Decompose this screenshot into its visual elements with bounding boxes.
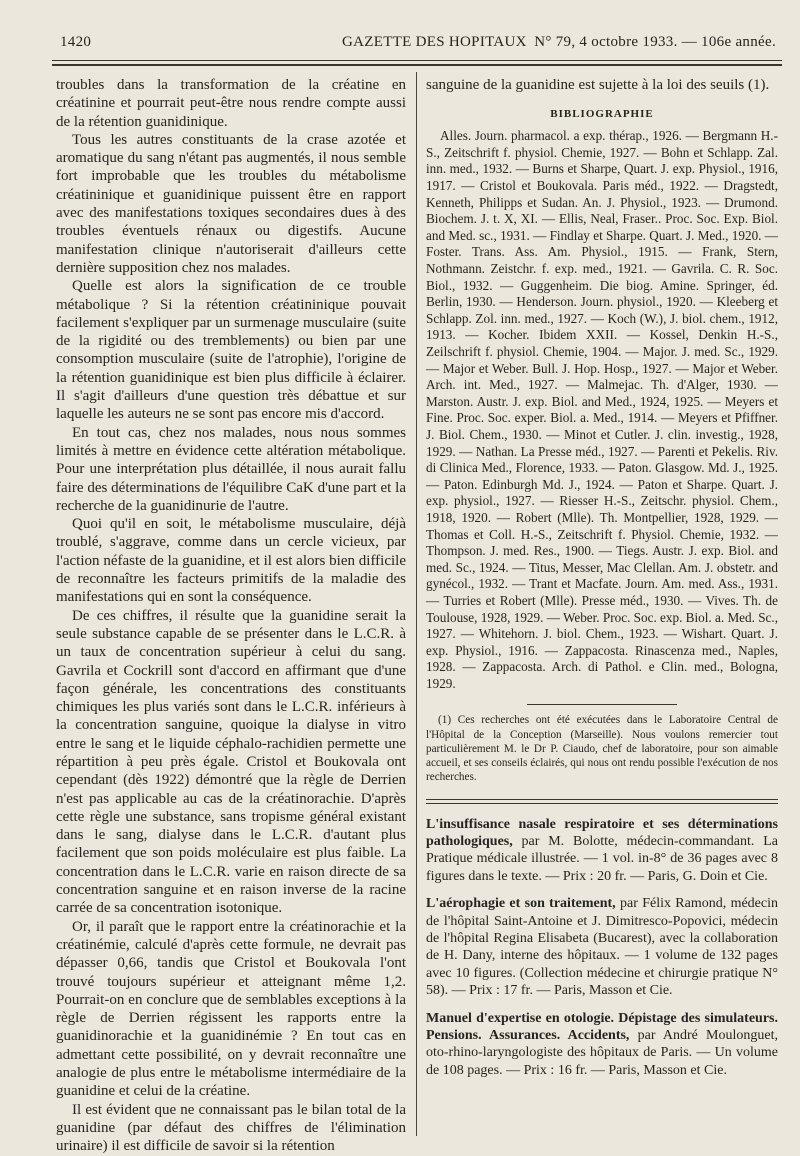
paragraph: sanguine de la guanidine est sujette à la loi des seuils (1). — [426, 77, 770, 93]
column-divider — [416, 72, 417, 1136]
left-column — [56, 76, 406, 1156]
paragraph: Quelle est alors la signification de ce trouble métabolique ? Si la rétention créatininique pouvait facilement s'expliquer par un surmenage musculaire (suite de la rigidité ou des tremblements) ou bien par une consomption musculaire (suite de l'atrophie), l'origine de la rétention guanidinique est bien plus difficile à éclairer. Il s'agit d'ailleurs d'une question très débattue et sur laquelle les auteurs ne se sont pas encore mis d'accord. — [56, 278, 406, 423]
right-column — [426, 76, 778, 1089]
footnote-rule — [527, 704, 677, 705]
review-title: L'insuffisance nasale respiratoire et ses déterminations pathologiques, — [426, 816, 778, 849]
paragraph: Tous les autres constituants de la crase azotée et aromatique du sang n'étant pas augmentés, il nous semble fort improbable que les troubles du métabolisme créatininique et guanidinique puissent être en rapport avec des manifestations toxiques secondaires dues à des troubles éventuels rénaux ou digestifs. Aucune manifestation clinique n'autoriserait d'ailleurs cette dernière supposition chez nos malades. — [56, 131, 406, 276]
paragraph: Or, il paraît que le rapport entre la créatinorachie et la créatinémie, calculé d'après cette formule, ne devrait pas dépasser 0,66, tandis que Cristol et Boukovala l'ont trouvé toujours supérieur et atteignant même 1,2. Pourrait-on en conclure que de semblables exceptions à la règle de Derrien régissent les rapports entre la guanidinorachie et la guanidinémie ? En tout cas en admettant cette possibilité, on y devrait reconnaître une analogie de plus entre le métabolisme intermédiaire de la guanidine et celui de la créatine. — [56, 918, 406, 1100]
review-body: par Félix Ramond, médecin de l'hôpital Saint-Antoine et J. Dimitresco-Popovici, médecin de l'hôpital Regina Elisabeta (Bucarest), avec la collaboration de H. Dany, interne des hôpitaux. — 1 volume de 132 pages avec 10 figures. (Collection médecine et chirurgie pratique N° 58). — Prix : 17 fr. — Paris, Masson et Cie. — [426, 896, 778, 999]
review-body: par André Moulonguet, oto-rhino-laryngologiste des hôpitaux de Paris. — Un volume de 108 pages. — Prix : 16 fr. — Paris, Masson et Cie. — [426, 1027, 779, 1078]
review-body: par M. Bolotte, médecin-commandant. La Pratique médicale illustrée. — 1 vol. in-8° de 36 pages avec 8 figures dans le texte. — Prix : 20 fr. — Paris, G. Doin et Cie. — [426, 833, 778, 884]
journal-title: GAZETTE DES HOPITAUX — [342, 34, 527, 50]
page-number: 1420 — [60, 34, 92, 50]
paragraph: Il est évident que ne connaissant pas le bilan total de la guanidine (par défaut des chiffres de l'élimination urinaire) il est difficile de savoir si la rétention — [56, 1101, 406, 1155]
book-review — [426, 895, 778, 999]
book-review — [426, 1010, 778, 1080]
bibliography-heading: BIBLIOGRAPHIE — [550, 108, 654, 121]
bibliography-text: Alles. Journ. pharmacol. a exp. thérap., 1926. — Bergmann H.-S., Zeitschrift f. physiol. Chemie, 1927. — Bohn et Schlapp. Zal. inn. med., 1932. — Burns et Sharpe, Quart. J. exp. Physiol., 1916, 1917. — Cristol et Boukovala. Paris méd., 1922. — Dragstedt, Kenneth, Philipps et Sudan. An. J. Physiol., 1923. — Drumond. Biochem. J. t. X, XI. — Ellis, Neal, Fraser.. Proc. Soc. Exp. Biol. and Med. sc., 1931. — Findlay et Sharpe. Quart. J. Med., 1920. — Foster. Trans. Ass. Am. Physiol., 1915. — Frank, Stern, Nothmann. Zeistchr. f. exp. med., 1921. — Gavrila. C. R. Soc. Biol., 1932. — Guggenheim. Die biog. Amine. Springer, éd. Berlin, 1930. — Henderson. Journ. physiol., 1920. — Kleeberg et Schlapp. Zol. inn. med., 1927. — Koch (W.), J. biol. chem., 1912, 1913. — Kocher. Ibidem XXII. — Kossel, Denkin H.-S., Zeilschrift f. physiol. Chemie, 1904. — Major. J. med. Sc., 1929. — Major et Weber. Bull. J. Hop. Hosp., 1927. — Major et Weber. Arch. int. Med., 1927. — Malmejac. Th. d'Alger, 1930. — Marston. Austr. J. exp. Biol. and Med., 1924, 1925. — Meyers et Fine. Proc. Soc. exper. Biol. a. Med., 1914. — Meyers et Pfiffner. J. Biol. Chem., 1930. — Minot et Cutler. J. clin. investig., 1928, 1929. — Nathan. La Presse méd., 1927. — Parenti et Pekelis. Riv. di Clinica Med., Florence, 1933. — Paton. Glasgow. Md. J., 1925. — Paton. Edinburgh Md. J., 1924. — Paton et Sharpe. Quart. J. exp. physiol., 1927. — Riesser H.-S., Zeitschr. physiol. Chem., 1918, 1920. — Robert (Mlle). Th. Montpellier, 1928, 1929. — Thomas et Coll. H.-S., Zeitschrift f. Physiol. Chemie, 1932. — Thompson. J. med. Res., 1900. — Tiegs. Austr. J. exp. Biol. and med. Sc., 1924. — Titus, Messer, Mac Clellan. Am. J. obstetr. and gynécol., 1932. — Trant et Macfate. Journ. Am. med. Ass., 1931. — Turries et Robert (Mlle). Presse méd., 1930. — Vives. Th. de Toulouse, 1928, 1929. — Weber. Proc. Soc. exp. Biol. a. Med. Sc., 1927. — Whitehorn. J. biol. Chem., 1923. — Wishart. Quart. J. exp. Physiol., 1916. — Zappacosta. Rinascenza med., Naples, 1928. — Zappacosta. Arch. di Pathol. e Clin. med., Bologna, 1929. — [426, 128, 778, 691]
page-header — [52, 30, 782, 56]
book-review — [426, 816, 778, 886]
header-rule — [52, 60, 782, 61]
paragraph: En tout cas, chez nos malades, nous nous sommes limités à mettre en évidence cette altération métabolique. Pour une interprétation plus détaillée, il nous aurait fallu faire des déterminations de l'équilibre CaK d'une part et la recherche de la guanidinurie de l'autre. — [56, 424, 406, 514]
footnote: (1) Ces recherches ont été exécutées dans le Laboratoire Central de l'Hôpital de la Conception (Marseille). Nous voulons remercier tout particulièrement M. le Dr P. Ciaudo, chef de laboratoire, pour son aimable accueil, et ses conseils éclairés, qui nous ont rendu possible l'exécution de nos recherches. — [426, 714, 778, 784]
review-title: L'aérophagie et son traitement, — [426, 896, 616, 912]
paragraph: troubles dans la transformation de la créatine en créatinine et pourrait peut-être nous rendre compte aussi de la rétention guanidinique. — [56, 77, 406, 130]
paragraph: Quoi qu'il en soit, le métabolisme musculaire, déjà troublé, s'aggrave, comme dans un cercle vicieux, par l'action néfaste de la guanidine, et il est alors bien difficile de reconnaître les facteurs primitifs de la maladie des manifestations qui en sont la conséquence. — [56, 516, 406, 606]
paragraph: De ces chiffres, il résulte que la guanidine serait la seule substance capable de se présenter dans le L.C.R. à un taux de concentration supérieur à celui du sang. Gavrila et Cockrill sont d'accord en affirmant que d'une façon générale, les concentrations des constituants chimiques les plus variés sont dans le L.C.R. inférieurs à la concentration sanguine, quoique la dialyse in vitro entre le sang et le liquide céphalo-rachidien permette une répartition à peu près égale. Cristol et Boukovala ont cependant (dès 1922) démontré que la règle de Derrien n'est pas applicable au cas de la créatinorachie. D'après cette règle une substance, sans tropisme général existant dans le sang, dialyse dans le L.C.R. d'autant plus facilement que son poids moléculaire est plus faible. La concentration dans le L.C.R. varie en raison directe de sa concentration sanguine et en raison inverse de la racine carrée de sa concentration isotonique. — [56, 607, 406, 917]
issue-info: N° 79, 4 octobre 1933. — 106e année. — [534, 34, 776, 50]
review-title: Manuel d'expertise en otologie. Dépistage des simulateurs. Pensions. Assurances. Accidents, — [426, 1010, 778, 1043]
section-rule — [426, 799, 778, 804]
header-rule-thick — [52, 64, 782, 66]
